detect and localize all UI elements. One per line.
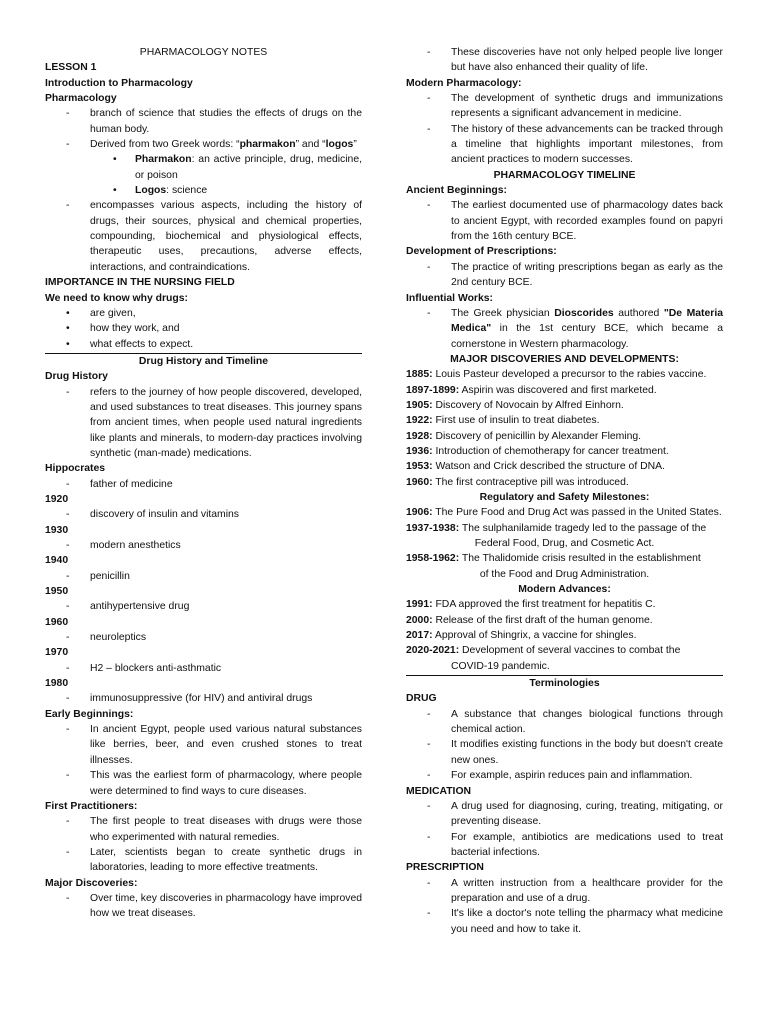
prescription-term-item: - A written instruction from a healthcare provider for the preparation and use of a drug. [406, 876, 723, 907]
timeline-text: The sulphanilamide tragedy led to the passage of the [459, 522, 707, 534]
timeline-text: Aspirin was discovered and first marketed. [459, 384, 657, 396]
timeline-year: 2017: [406, 630, 433, 642]
year-heading: 1960 [45, 616, 69, 628]
timeline-year: 1960: [406, 476, 433, 488]
regulatory-heading: Regulatory and Safety Milestones: [479, 491, 650, 503]
timeline-year: 1905: [406, 399, 433, 411]
terminologies-heading: Terminologies [529, 678, 600, 690]
timeline-text: FDA approved the first treatment for hepatitis C. [432, 599, 656, 611]
modern-advances-heading: Modern Advances: [518, 584, 611, 596]
need-item: • how they work, and [45, 321, 362, 336]
timeline-entry [406, 444, 723, 459]
de-materia-medica-title: "De Materia Medica" [451, 307, 723, 335]
drug-history-definition: - refers to the journey of how people discovered, developed, and used substances to treat diseases. This journey spans from ancient times, when people used natural ingredients like plants and minerals, to modern-day practices involving synthetic (man-made) medications. [45, 385, 362, 462]
drug-term-heading: DRUG [406, 693, 437, 705]
drug-term-item: - It modifies existing functions in the body but doesn't create new ones. [406, 737, 723, 768]
need-item: • are given, [45, 306, 362, 321]
year-heading: 1980 [45, 678, 69, 690]
dioscorides-name: Dioscorides [554, 307, 614, 319]
early-item: - This was the earliest form of pharmacology, where people were determined to find ways to cure diseases. [45, 768, 362, 799]
timeline-text: The Pure Food and Drug Act was passed in the United States. [432, 507, 722, 519]
year-heading: 1940 [45, 555, 69, 567]
year-item: - immunosuppressive (for HIV) and antiviral drugs [45, 691, 362, 706]
major-discoveries-item: - These discoveries have not only helped people live longer but have also enhanced their quality of life. [406, 45, 723, 76]
prescription-term-heading: PRESCRIPTION [406, 862, 484, 874]
importance-heading: IMPORTANCE IN THE NURSING FIELD [45, 277, 235, 289]
timeline-entry [406, 398, 723, 413]
timeline-year: 1885: [406, 369, 433, 381]
timeline-heading: PHARMACOLOGY TIMELINE [493, 169, 636, 181]
timeline-entry [406, 597, 723, 612]
timeline-year: 1958-1962: [406, 553, 460, 565]
modern-pharmacology-heading: Modern Pharmacology: [406, 77, 522, 89]
timeline-text-continued: COVID-19 pandemic. [451, 660, 550, 672]
timeline-year: 1897-1899: [406, 384, 460, 396]
need-item: • what effects to expect. [45, 337, 362, 352]
influential-text-mid: authored [613, 307, 664, 319]
year-item: - penicillin [45, 569, 362, 584]
timeline-year: 1936: [406, 445, 433, 457]
influential-text-pre: The Greek physician [451, 307, 555, 319]
year-item: - H2 – blockers anti-asthmatic [45, 661, 362, 676]
hippocrates-heading: Hippocrates [45, 463, 106, 475]
modern-pharmacology-item: - The development of synthetic drugs and immunizations represents a significant advancement in medicine. [406, 91, 723, 122]
early-item: - In ancient Egypt, people used various natural substances like berries, beer, and even crushed stones to treat illnesses. [45, 722, 362, 768]
early-beginnings-heading: Early Beginnings: [45, 708, 134, 720]
greek-text-pre: Derived from two Greek words: “ [90, 139, 240, 151]
timeline-entry [406, 429, 723, 444]
timeline-year: 1937-1938: [406, 522, 460, 534]
need-heading: We need to know why drugs: [45, 292, 188, 304]
year-heading: 1950 [45, 586, 69, 598]
influential-works-heading: Influential Works: [406, 292, 493, 304]
drug-history-heading: Drug History [45, 371, 108, 383]
greek-words-item [45, 137, 362, 152]
medication-term-item: - A drug used for diagnosing, curing, treating, mitigating, or preventing disease. [406, 799, 723, 830]
timeline-text: Release of the first draft of the human genome. [432, 614, 653, 626]
logos-term: Logos [135, 185, 167, 197]
year-heading: 1930 [45, 524, 69, 536]
medication-term-heading: MEDICATION [406, 785, 472, 797]
timeline-year: 1906: [406, 507, 433, 519]
modern-pharmacology-item: - The history of these advancements can be tracked through a timeline that highlights important milestones, from ancient practices to modern successes. [406, 122, 723, 168]
logos-definition: : science [166, 185, 208, 197]
timeline-entry [406, 505, 723, 520]
pharmakon-subitem [45, 152, 362, 183]
timeline-text: The Thalidomide crisis resulted in the establishment [459, 553, 701, 565]
timeline-year: 1953: [406, 461, 433, 473]
timeline-text: Discovery of Novocain by Alfred Einhorn. [432, 399, 624, 411]
year-item: - modern anesthetics [45, 538, 362, 553]
timeline-entry [406, 643, 723, 674]
pharmakon-term: Pharmakon [135, 154, 192, 166]
timeline-text: Discovery of penicillin by Alexander Fleming. [432, 430, 642, 442]
intro-heading: Introduction to Pharmacology [45, 77, 193, 89]
influential-item [406, 306, 723, 352]
year-heading: 1920 [45, 493, 69, 505]
timeline-year: 2020-2021: [406, 645, 460, 657]
major-developments-heading: MAJOR DISCOVERIES AND DEVELOPMENTS: [450, 353, 679, 365]
timeline-year: 1991: [406, 599, 433, 611]
drug-term-item: - A substance that changes biological functions through chemical action. [406, 707, 723, 738]
greek-word-logos: logos [325, 139, 354, 151]
prescriptions-item: - The practice of writing prescriptions began as early as the 2nd century BCE. [406, 260, 723, 291]
timeline-entry [406, 383, 723, 398]
major-discoveries-heading: Major Discoveries: [45, 877, 138, 889]
timeline-year: 1922: [406, 415, 433, 427]
timeline-entry [406, 413, 723, 428]
right-column [406, 45, 723, 937]
year-item: - discovery of insulin and vitamins [45, 507, 362, 522]
left-column [45, 45, 362, 922]
history-section-heading: Drug History and Timeline [138, 355, 269, 367]
timeline-text: The first contraceptive pill was introduced. [432, 476, 629, 488]
first-practitioners-item: - The first people to treat diseases with drugs were those who experimented with natural remedies. [45, 814, 362, 845]
pharmacology-definition: - branch of science that studies the effects of drugs on the human body. [45, 106, 362, 137]
timeline-entry [406, 613, 723, 628]
ancient-item: - The earliest documented use of pharmacology dates back to ancient Egypt, with recorded examples found on papyri from the 16th century BCE. [406, 198, 723, 244]
lesson-heading: LESSON 1 [45, 62, 97, 74]
medication-term-item: - For example, antibiotics are medications used to treat bacterial infections. [406, 830, 723, 861]
timeline-entry [406, 551, 723, 582]
encompasses-item: - encompasses various aspects, including the history of drugs, their sources, physical and chemical properties, compounding, biochemical and physiological effects, therapeutic uses, precautions, adverse effects, interactions, and contraindications. [45, 198, 362, 275]
timeline-text-continued: Federal Food, Drug, and Cosmetic Act. [474, 538, 655, 549]
greek-text-post: ” [353, 139, 357, 151]
timeline-text: Development of several vaccines to combat the [459, 645, 681, 657]
timeline-text: Watson and Crick described the structure of DNA. [432, 461, 665, 473]
timeline-year: 2000: [406, 614, 433, 626]
document-title: PHARMACOLOGY NOTES [139, 47, 268, 58]
influential-text-post: in the 1st century BCE, which became a cornerstone in Western pharmacology. [451, 323, 723, 350]
first-practitioners-item: - Later, scientists began to create synthetic drugs in laboratories, leading to more effective treatments. [45, 845, 362, 876]
timeline-text: Louis Pasteur developed a precursor to the rabies vaccine. [432, 369, 707, 381]
timeline-text: First use of insulin to treat diabetes. [432, 415, 600, 427]
year-item: - neuroleptics [45, 630, 362, 645]
major-discoveries-item: - Over time, key discoveries in pharmacology have improved how we treat diseases. [45, 891, 362, 922]
greek-text-mid: ” and “ [295, 139, 326, 151]
ancient-beginnings-heading: Ancient Beginnings: [406, 185, 508, 197]
timeline-entry [406, 459, 723, 474]
hippocrates-item: - father of medicine [45, 477, 362, 492]
pharmakon-definition: : an active principle, drug, medicine, or poison [135, 154, 362, 181]
year-heading: 1970 [45, 647, 69, 659]
timeline-entry [406, 521, 723, 552]
greek-word-pharmakon: pharmakon [239, 139, 296, 151]
timeline-year: 1928: [406, 430, 433, 442]
drug-term-item: - For example, aspirin reduces pain and inflammation. [406, 768, 723, 783]
timeline-entry [406, 628, 723, 643]
prescription-term-item: - It's like a doctor's note telling the pharmacy what medicine you need and how to take it. [406, 906, 723, 937]
logos-subitem [45, 183, 362, 198]
timeline-text: Approval of Shingrix, a vaccine for shingles. [432, 630, 637, 642]
timeline-entry [406, 367, 723, 382]
first-practitioners-heading: First Practitioners: [45, 800, 138, 812]
pharmacology-heading: Pharmacology [45, 93, 117, 105]
year-item: - antihypertensive drug [45, 599, 362, 614]
timeline-entry [406, 475, 723, 490]
prescriptions-heading: Development of Prescriptions: [406, 246, 557, 258]
timeline-text-continued: of the Food and Drug Administration. [479, 568, 650, 580]
timeline-text: Introduction of chemotherapy for cancer treatment. [432, 445, 669, 457]
